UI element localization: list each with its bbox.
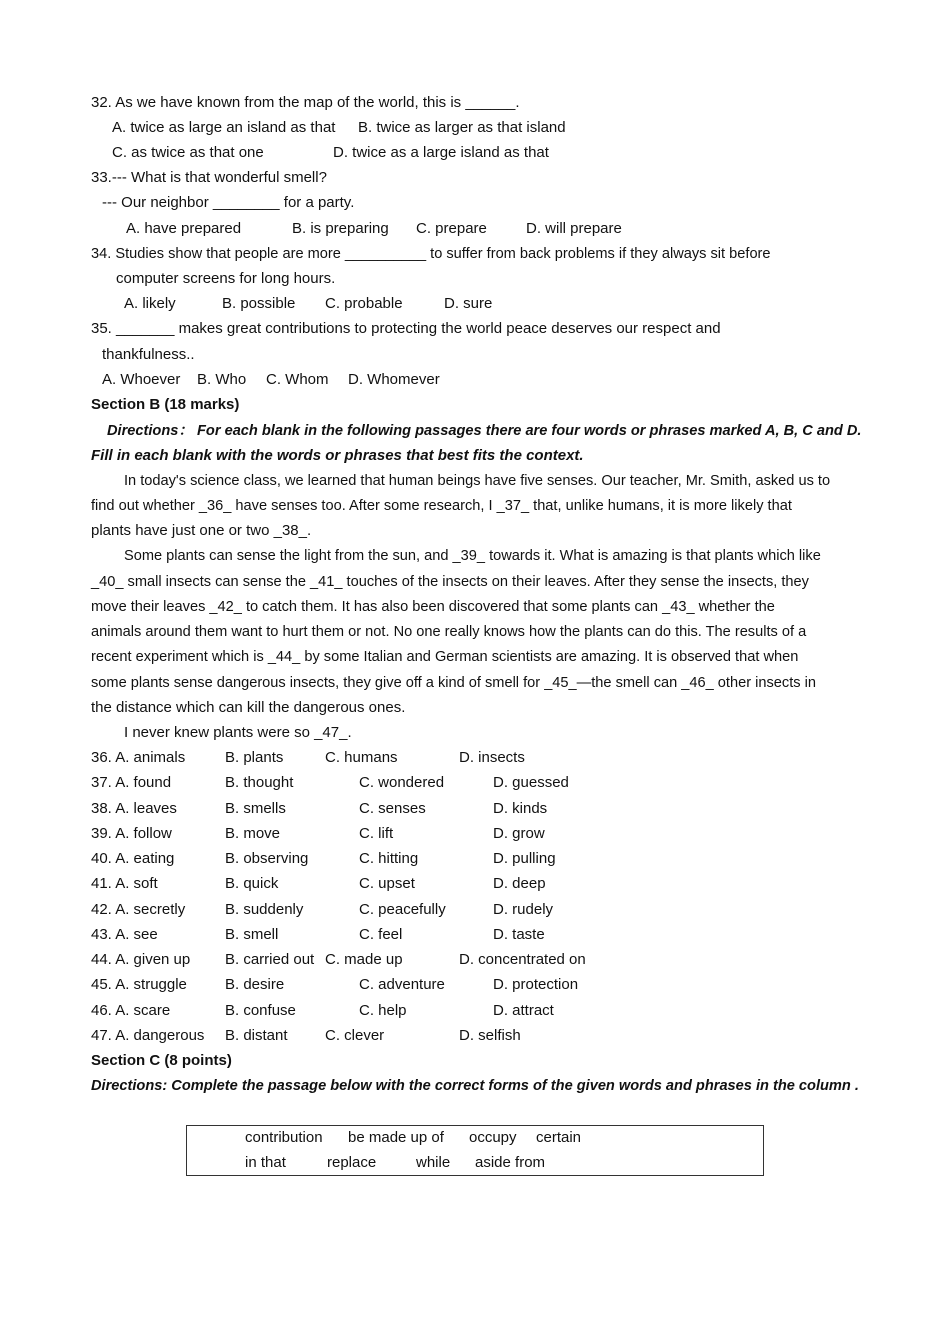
word-bank-item: in that (245, 1154, 286, 1171)
option-number-a: 47. A. dangerous (91, 1027, 205, 1044)
option-c: C. lift (359, 825, 394, 842)
option-c: C. feel (359, 926, 403, 943)
option-number-a: 41. A. soft (91, 875, 158, 892)
option-number-a: 44. A. given up (91, 951, 191, 968)
passage-line: the distance which can kill the dangerous ones. (91, 699, 406, 716)
q35-stem-line-1: 35. _______ makes great contributions to protecting the world peace deserves our respect and (91, 320, 721, 337)
option-c: C. humans (325, 749, 398, 766)
option-c: C. adventure (359, 976, 445, 993)
option-b: B. plants (225, 749, 284, 766)
option-d: D. grow (493, 825, 545, 842)
q32-option-d: D. twice as a large island as that (333, 144, 549, 161)
q35-option-d: D. Whomever (348, 371, 440, 388)
q34-option-d: D. sure (444, 295, 493, 312)
option-number-a: 36. A. animals (91, 749, 186, 766)
option-b: B. carried out (225, 951, 315, 968)
q33-reply: --- Our neighbor ________ for a party. (102, 194, 355, 211)
q33-stem: 33.--- What is that wonderful smell? (91, 169, 327, 186)
option-d: D. insects (459, 749, 525, 766)
option-c: C. senses (359, 800, 426, 817)
q34-option-c: C. probable (325, 295, 403, 312)
q33-option-a: A. have prepared (126, 220, 242, 237)
option-number-a: 39. A. follow (91, 825, 172, 842)
option-d: D. deep (493, 875, 546, 892)
option-b: B. suddenly (225, 901, 304, 918)
option-number-a: 38. A. leaves (91, 800, 177, 817)
option-c: C. wondered (359, 774, 445, 791)
option-d: D. attract (493, 1002, 554, 1019)
word-bank-item: replace (327, 1154, 377, 1171)
option-d: D. selfish (459, 1027, 521, 1044)
option-d: D. rudely (493, 901, 554, 918)
passage-line: some plants sense dangerous insects, they give off a kind of smell for _45_—the smell can _46_ other insects in (91, 675, 816, 691)
option-number-a: 37. A. found (91, 774, 172, 791)
option-d: D. protection (493, 976, 579, 993)
q32-stem: 32. As we have known from the map of the world, this is ______. (91, 94, 520, 111)
option-c: C. clever (325, 1027, 385, 1044)
q34-stem-line-2: computer screens for long hours. (116, 270, 336, 287)
q34-option-b: B. possible (222, 295, 296, 312)
q32-option-c: C. as twice as that one (112, 144, 264, 161)
option-number-a: 45. A. struggle (91, 976, 187, 993)
q35-option-a: A. Whoever (102, 371, 181, 388)
passage-line: recent experiment which is _44_ by some Italian and German scientists are amazing. It is observed that when (91, 649, 799, 665)
q33-option-b: B. is preparing (292, 220, 389, 237)
section-c-heading: Section C (8 points) (91, 1052, 232, 1069)
passage-line: find out whether _36_ have senses too. After some research, I _37_ that, unlike humans, it is more likely that (91, 498, 792, 514)
option-b: B. observing (225, 850, 309, 867)
q33-option-d: D. will prepare (526, 220, 622, 237)
q34-stem-line-1: 34. Studies show that people are more __________ to suffer from back problems if they always sit before (91, 246, 771, 262)
passage-line: Some plants can sense the light from the sun, and _39_ towards it. What is amazing is that plants which like (124, 548, 821, 564)
option-c: C. made up (325, 951, 403, 968)
option-d: D. guessed (493, 774, 569, 791)
option-number-a: 40. A. eating (91, 850, 175, 867)
option-b: B. desire (225, 976, 285, 993)
section-b-directions-line-2: Fill in each blank with the words or phrases that best fits the context. (91, 447, 584, 464)
word-bank-item: occupy (469, 1129, 517, 1146)
option-d: D. kinds (493, 800, 548, 817)
option-b: B. smell (225, 926, 279, 943)
option-number-a: 42. A. secretly (91, 901, 186, 918)
word-bank-item: be made up of (348, 1129, 444, 1146)
passage-line: I never knew plants were so _47_. (124, 724, 352, 741)
option-b: B. quick (225, 875, 279, 892)
passage-line: _40_ small insects can sense the _41_ touches of the insects on their leaves. After they sense the insects, they (91, 574, 809, 590)
section-b-heading: Section B (18 marks) (91, 396, 240, 413)
q35-option-c: C. Whom (266, 371, 329, 388)
q35-option-b: B. Who (197, 371, 247, 388)
option-number-a: 43. A. see (91, 926, 158, 943)
passage-line: move their leaves _42_ to catch them. It has also been discovered that some plants can _43_ whether the (91, 599, 775, 615)
word-bank-item: aside from (475, 1154, 546, 1171)
q32-option-b: B. twice as larger as that island (358, 119, 566, 136)
word-bank-item: contribution (245, 1129, 323, 1146)
option-b: B. thought (225, 774, 294, 791)
option-b: B. move (225, 825, 281, 842)
q33-option-c: C. prepare (416, 220, 487, 237)
passage-line: animals around them want to hurt them or not. No one really knows how the plants can do this. The results of a (91, 624, 807, 640)
option-b: B. distant (225, 1027, 288, 1044)
q32-option-a: A. twice as large an island as that (112, 119, 336, 136)
option-d: D. concentrated on (459, 951, 586, 968)
section-b-directions-line-1: Directions： For each blank in the following passages there are four words or phrases marked A, B, C and D. (107, 423, 862, 439)
option-c: C. help (359, 1002, 407, 1019)
option-b: B. confuse (225, 1002, 296, 1019)
passage-line: In today's science class, we learned that human beings have five senses. Our teacher, Mr. Smith, asked us to (124, 473, 831, 489)
option-c: C. hitting (359, 850, 419, 867)
option-b: B. smells (225, 800, 286, 817)
q34-option-a: A. likely (124, 295, 176, 312)
word-bank-item: certain (536, 1129, 582, 1146)
passage-line: plants have just one or two _38_. (91, 522, 312, 539)
section-c-directions: Directions: Complete the passage below with the correct forms of the given words and phrases in the column . (91, 1078, 859, 1094)
option-number-a: 46. A. scare (91, 1002, 171, 1019)
q35-stem-line-2: thankfulness.. (102, 346, 195, 363)
word-bank-item: while (416, 1154, 451, 1171)
option-d: D. pulling (493, 850, 556, 867)
option-d: D. taste (493, 926, 545, 943)
option-c: C. peacefully (359, 901, 446, 918)
option-c: C. upset (359, 875, 415, 892)
